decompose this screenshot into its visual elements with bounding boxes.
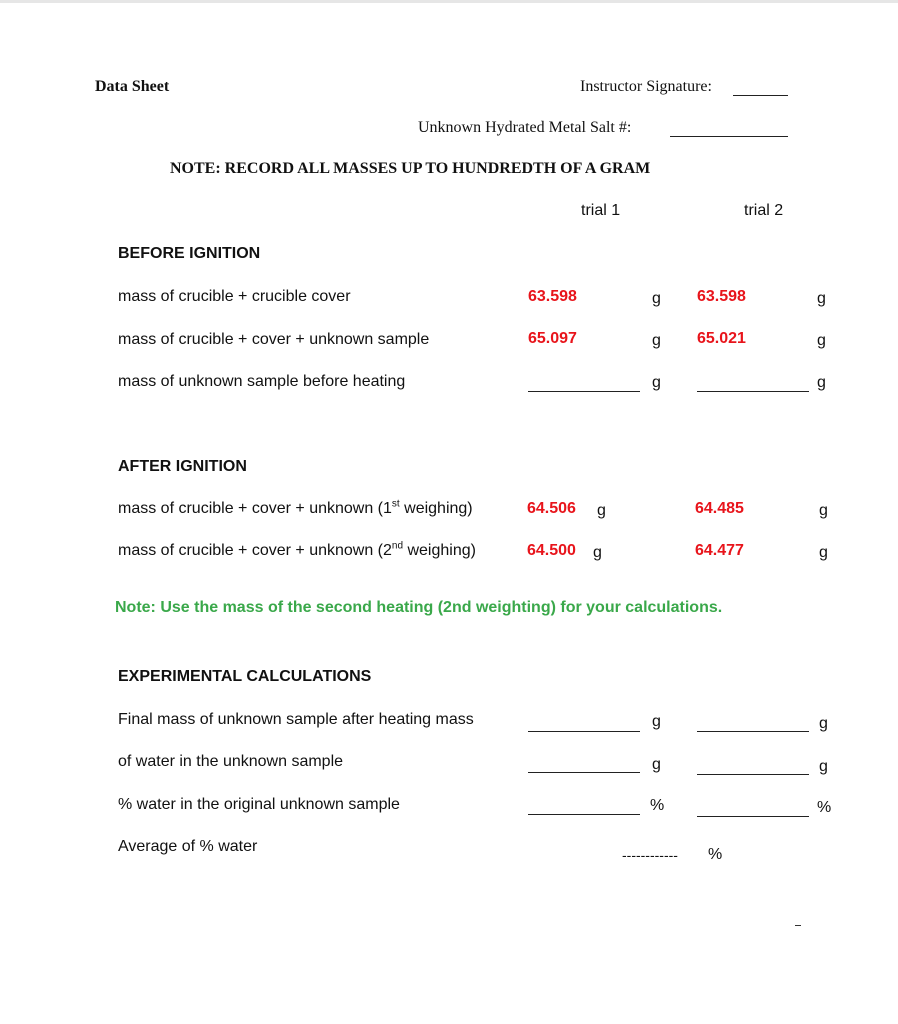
trial-2-sample-before-heating-field[interactable] (697, 391, 809, 392)
first-weighing-ordinal: st (391, 498, 400, 510)
unit-g: g (652, 374, 661, 391)
trial-1-crucible-cover-sample-value: 65.097 (528, 330, 577, 347)
after-ignition-heading: AFTER IGNITION (118, 458, 247, 475)
row-label-percent-water: % water in the original unknown sample (118, 796, 400, 813)
trial-1-second-weighing-value: 64.500 (527, 542, 576, 559)
trial-2-first-weighing-value: 64.485 (695, 500, 744, 517)
before-ignition-heading: BEFORE IGNITION (118, 245, 261, 262)
trial-2-second-weighing-value: 64.477 (695, 542, 744, 559)
unit-g: g (819, 544, 828, 561)
second-weighing-label-part: mass of crucible + cover + unknown (2 (118, 542, 392, 559)
average-percent-water-field[interactable]: ------------ (622, 847, 678, 863)
instructor-signature-field[interactable] (733, 95, 788, 96)
unit-g: g (817, 290, 826, 307)
row-label-first-weighing (118, 500, 473, 518)
trial-2-percent-water-field[interactable] (697, 816, 809, 817)
trial-1-percent-water-field[interactable] (528, 814, 640, 815)
trial-1-final-mass-field[interactable] (528, 731, 640, 732)
trial-1-mass-water-field[interactable] (528, 772, 640, 773)
unit-g: g (819, 758, 828, 775)
trial-1-sample-before-heating-field[interactable] (528, 391, 640, 392)
second-heating-note: Note: Use the mass of the second heating (2nd weighting) for your calculations. (115, 599, 723, 616)
experimental-calculations-heading: EXPERIMENTAL CALCULATIONS (118, 668, 372, 685)
row-label-average-percent-water: Average of % water (118, 838, 258, 855)
unit-percent: % (650, 797, 665, 814)
first-weighing-label-part: mass of crucible + cover + unknown (1 (118, 500, 392, 517)
trial-1-first-weighing-value: 64.506 (527, 500, 576, 517)
row-label-sample-before-heating: mass of unknown sample before heating (118, 373, 406, 390)
sheet-title: Data Sheet (95, 78, 170, 95)
page-top-border (0, 0, 898, 3)
unit-g: g (652, 332, 661, 349)
unit-percent: % (817, 799, 832, 816)
unit-g: g (819, 502, 828, 519)
row-label-crucible-cover: mass of crucible + crucible cover (118, 288, 351, 305)
trial-1-crucible-cover-value: 63.598 (528, 288, 577, 305)
first-weighing-label-end: weighing) (399, 500, 473, 517)
unit-g: g (652, 290, 661, 307)
row-label-second-weighing (118, 542, 476, 560)
unit-g: g (597, 502, 606, 519)
unit-g: g (593, 544, 602, 561)
row-label-final-mass: Final mass of unknown sample after heating mass (118, 711, 474, 728)
row-label-mass-water: of water in the unknown sample (118, 753, 344, 770)
row-label-crucible-cover-sample: mass of crucible + cover + unknown sample (118, 331, 430, 348)
trial-1-header: trial 1 (581, 202, 621, 219)
stray-mark (795, 925, 801, 926)
unit-g: g (819, 715, 828, 732)
trial-2-header: trial 2 (744, 202, 784, 219)
trial-2-crucible-cover-value: 63.598 (697, 288, 746, 305)
unit-g: g (817, 332, 826, 349)
instructor-signature-label: Instructor Signature: (580, 78, 712, 95)
second-weighing-label-end: weighing) (403, 542, 476, 559)
unit-g: g (652, 713, 661, 730)
unit-g: g (652, 756, 661, 773)
unit-percent: % (708, 846, 723, 863)
second-weighing-ordinal: nd (391, 540, 404, 552)
unit-g: g (817, 374, 826, 391)
trial-2-mass-water-field[interactable] (697, 774, 809, 775)
unknown-salt-number-field[interactable] (670, 136, 788, 137)
trial-2-crucible-cover-sample-value: 65.021 (697, 330, 746, 347)
record-masses-note: NOTE: RECORD ALL MASSES UP TO HUNDREDTH OF A GRAM (170, 160, 651, 177)
trial-2-final-mass-field[interactable] (697, 731, 809, 732)
unknown-salt-label: Unknown Hydrated Metal Salt #: (418, 119, 632, 136)
